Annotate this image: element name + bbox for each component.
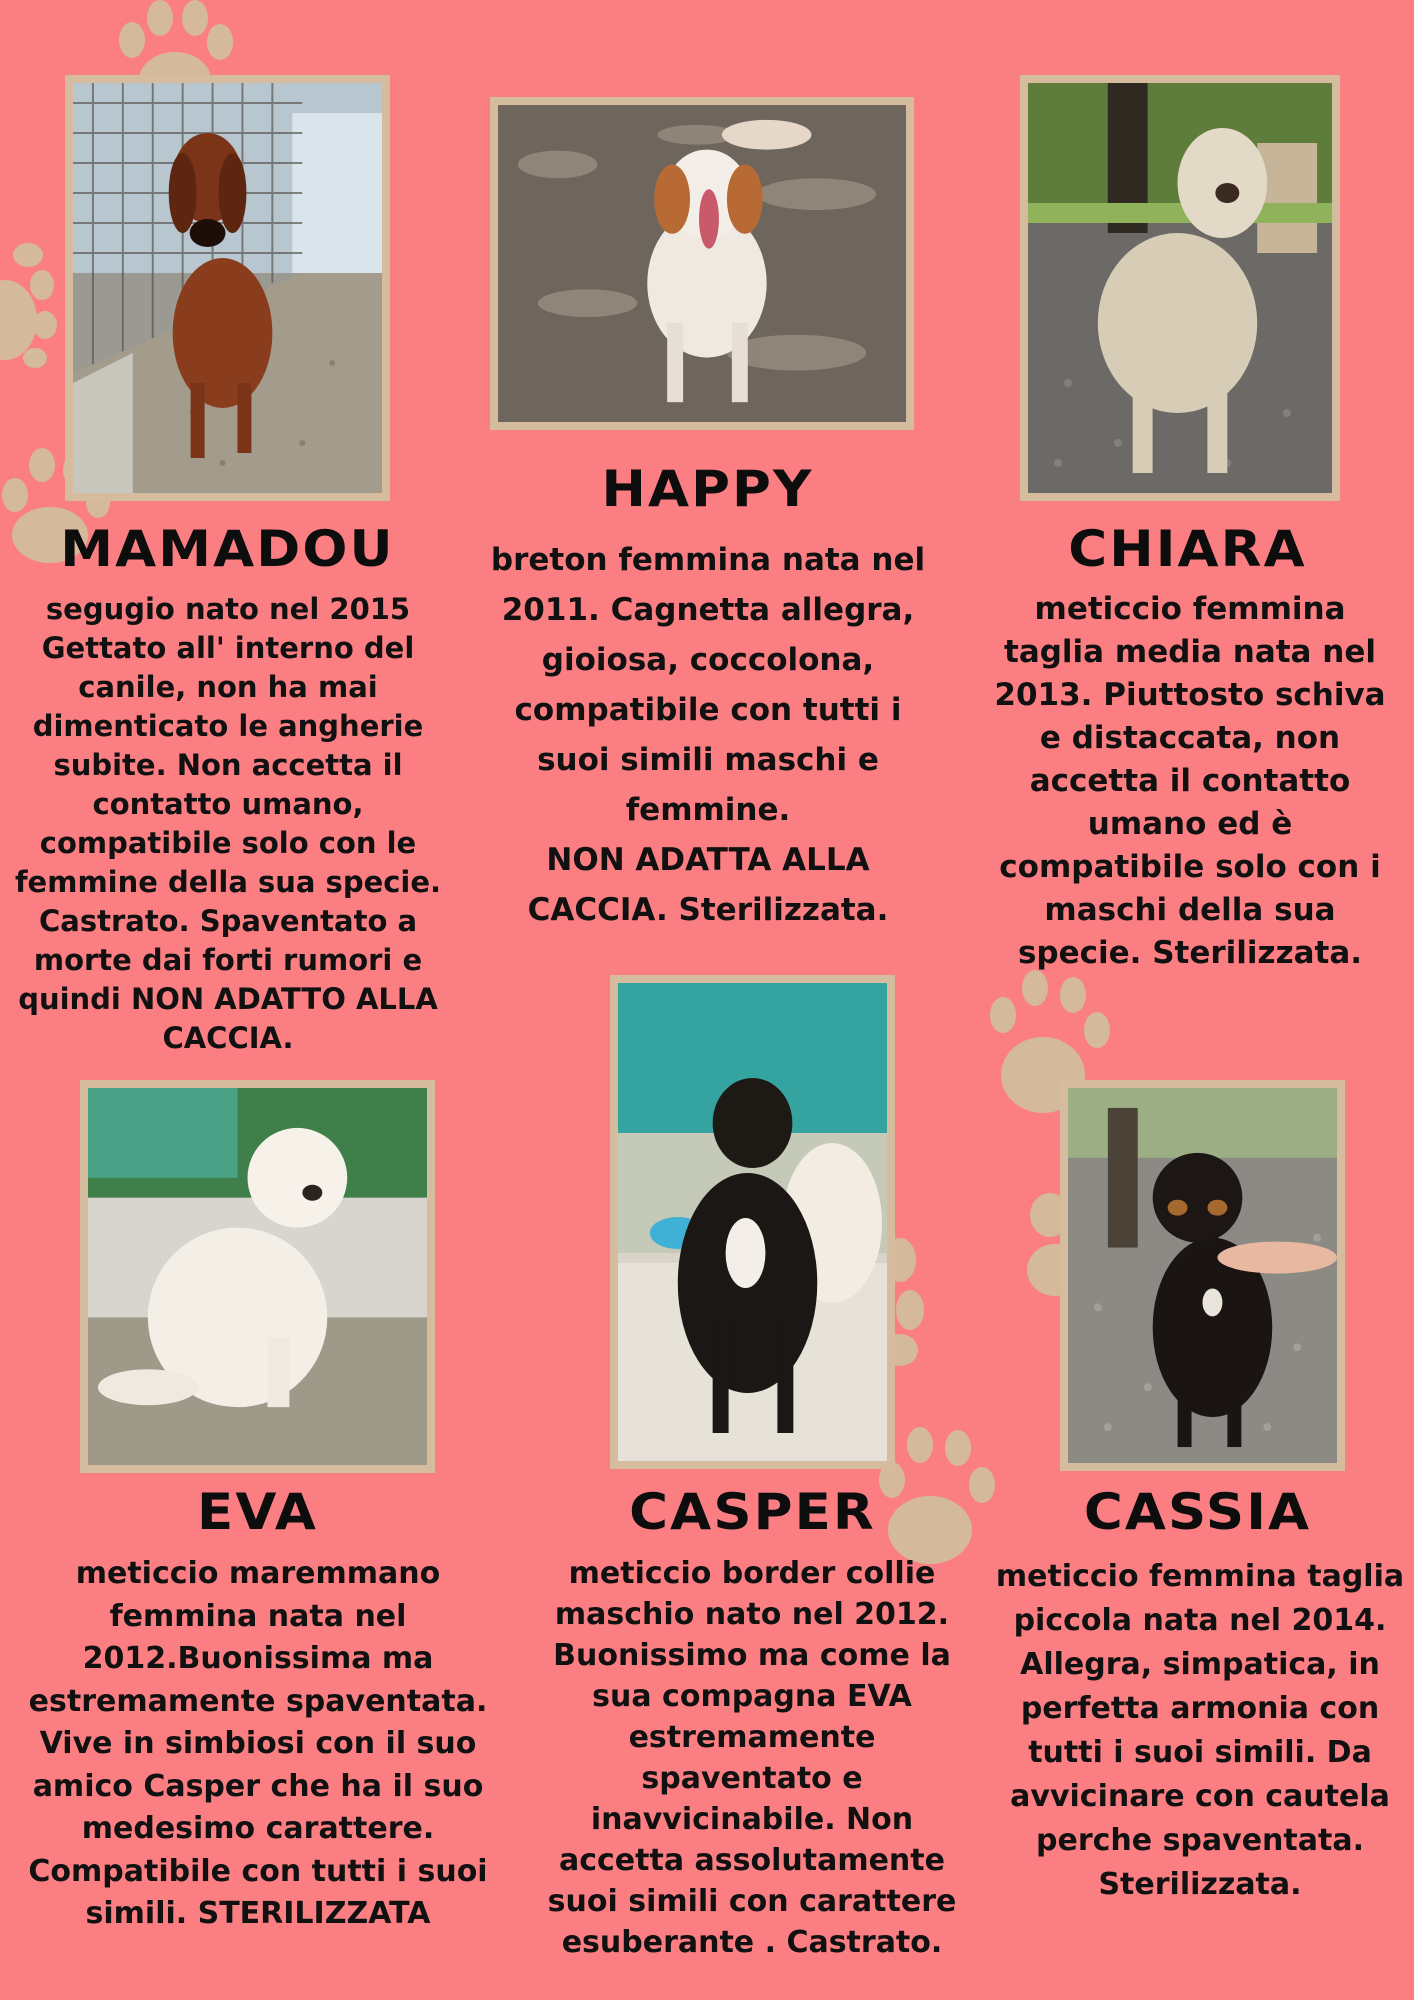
dog-description-eva: meticcio maremmano femmina nata nel 2012.Buonissima ma estremamente spaventata. Vive in simbiosi con il suo amico Casper che ha il suo medesimo carattere. Compatibile con tutti i suoi simili. STERILIZZATA <box>28 1556 488 1931</box>
dog-description-casper: meticcio border collie maschio nato nel 2012. Buonissimo ma come la sua compagna EVA estremamente spaventato e inavvicinabile. Non accetta assolutamente suoi simili con carattere esuberante . Castrato. <box>547 1556 957 1960</box>
dog-description-chiara: meticcio femmina taglia media nata nel 2013. Piuttosto schiva e distaccata, non accetta il contatto umano ed è compatibile solo con i maschi della sua specie. Sterilizzata. <box>994 591 1386 971</box>
small-black-dog-photo <box>1068 1088 1337 1463</box>
black-border-collie-photo <box>618 983 887 1461</box>
dog-description-happy-note: NON ADATTA ALLA CACCIA. Sterilizzata. <box>527 842 889 928</box>
dog-name-chiara: CHIARA <box>1068 520 1307 578</box>
dog-description-happy <box>478 535 938 935</box>
dog-photo-frame <box>80 1080 435 1473</box>
dog-description-cassia: meticcio femmina taglia piccola nata nel 2014. Allegra, simpatica, in perfetta armonia con tutti i suoi simili. Da avvicinare con cautela perche spaventata. Sterilizzata. <box>995 1559 1405 1902</box>
cream-shaggy-dog-photo <box>1028 83 1332 493</box>
dog-name-casper: CASPER <box>629 1483 876 1541</box>
white-orange-breton-photo <box>498 105 906 422</box>
dog-photo-frame <box>65 75 390 501</box>
dog-photo-frame <box>1060 1080 1345 1471</box>
dog-name-happy: HAPPY <box>601 460 814 518</box>
dog-photo-frame <box>610 975 895 1469</box>
dog-name-cassia: CASSIA <box>1083 1483 1312 1541</box>
dog-description-happy-main: breton femmina nata nel 2011. Cagnetta allegra, gioiosa, coccolona, compatibile con tutti i suoi simili maschi e femmine. <box>490 542 926 828</box>
dog-name-mamadou: MAMADOU <box>60 520 395 578</box>
dog-name-eva: EVA <box>196 1483 319 1541</box>
dog-photo-frame <box>490 97 914 430</box>
white-maremmano-photo <box>88 1088 427 1465</box>
brown-hound-photo <box>73 83 382 493</box>
dog-description-mamadou: segugio nato nel 2015 Gettato all' interno del canile, non ha mai dimenticato le angherie subite. Non accetta il contatto umano, compatibile solo con le femmine della sua specie. Castrato. Spaventato a morte dai forti rumori e quindi NON ADATTO ALLA CACCIA. <box>14 592 442 1055</box>
dog-photo-frame <box>1020 75 1340 501</box>
